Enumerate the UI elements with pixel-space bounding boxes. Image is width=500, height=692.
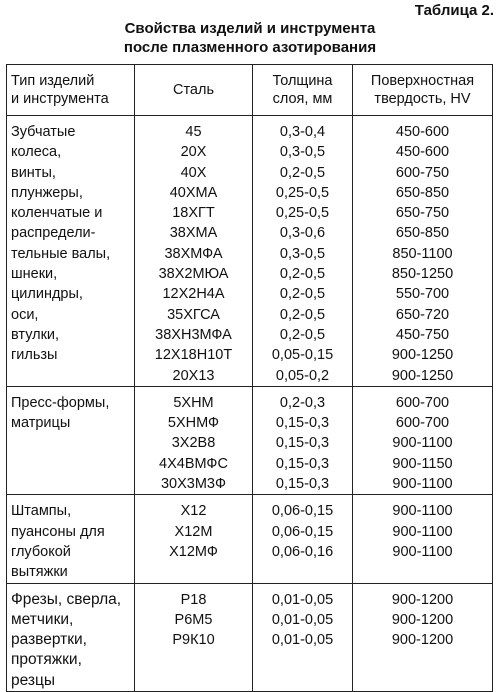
steel-value: 38Х2МЮА [158, 266, 229, 283]
product-line: протяжки, [11, 651, 82, 669]
cell-product [7, 116, 135, 387]
header-product [7, 65, 135, 116]
steel-value: Х12 [180, 503, 207, 520]
steel-value: Р18 [180, 591, 207, 608]
hardness-value: 600-750 [395, 164, 450, 181]
product-line: колеса, [11, 144, 62, 161]
hardness-value: 900-1200 [391, 591, 454, 608]
hardness-value: 850-1250 [391, 266, 454, 283]
thickness-value: 0,15-0,3 [275, 435, 330, 452]
product-line: Фрезы, сверла, [11, 590, 122, 608]
hardness-value: 650-850 [395, 184, 450, 201]
steel-value: Х12МФ [169, 543, 218, 560]
steel-value: 40ХМА [169, 184, 218, 201]
cell-product [7, 495, 135, 583]
cell-hardness [353, 116, 493, 387]
cell-thickness [253, 386, 353, 494]
product-line: цилиндры, [11, 286, 83, 303]
hardness-value: 650-850 [395, 225, 450, 242]
steel-value: 20Х13 [172, 367, 215, 384]
hardness-value: 850-1100 [392, 245, 453, 262]
thickness-value: 0,25-0,5 [275, 205, 330, 222]
steel-value: 35ХГСА [167, 306, 220, 323]
product-line: вытяжки [11, 564, 68, 581]
thickness-value: 0,06-0,15 [271, 523, 334, 540]
steel-value: Х12М [174, 523, 213, 540]
thickness-value: 0,3-0,5 [279, 144, 326, 161]
steel-value: 5ХНМ [173, 394, 214, 411]
hardness-value: 450-750 [395, 326, 450, 343]
title-line-2: после плазменного азотирования [123, 39, 377, 56]
steel-value: 5ХНМФ [167, 415, 220, 432]
steel-value: Р6М5 [174, 611, 213, 628]
steel-value: 45 [185, 124, 202, 140]
table-label: Таблица 2. [414, 2, 494, 19]
header-steel-line: Сталь [172, 82, 215, 98]
thickness-value: 0,05-0,15 [271, 347, 334, 364]
hardness-value: 900-1100 [392, 476, 453, 493]
product-line: Зубчатые [11, 124, 76, 140]
hardness-value: 900-1200 [391, 632, 454, 649]
product-line: тельные валы, [11, 245, 111, 262]
steel-value: 38ХМФА [164, 245, 223, 262]
header-hardness [353, 65, 493, 116]
cell-steel [135, 386, 253, 494]
thickness-value: 0,06-0,16 [271, 543, 334, 560]
hardness-value: 900-1200 [391, 611, 454, 628]
thickness-value: 0,25-0,5 [275, 184, 330, 201]
group-row [7, 583, 493, 691]
hardness-value: 900-1100 [392, 503, 453, 520]
hardness-value: 900-1250 [391, 347, 454, 364]
thickness-value: 0,2-0,5 [279, 266, 326, 283]
properties-table [6, 64, 493, 692]
steel-value: 38ХМА [169, 225, 218, 242]
header-product-line: Тип изделий [11, 73, 95, 89]
cell-steel [135, 116, 253, 387]
header-steel [135, 65, 253, 116]
cell-thickness [253, 116, 353, 387]
steel-value: 18ХГТ [172, 205, 215, 222]
group-row [7, 386, 493, 494]
cell-hardness [353, 386, 493, 494]
hardness-value: 650-720 [395, 306, 450, 323]
steel-value: 3Х2В8 [171, 435, 216, 452]
cell-thickness [253, 495, 353, 583]
product-line: распредели- [11, 225, 96, 242]
steel-value: 30Х3М3Ф [160, 476, 227, 493]
thickness-value: 0,2-0,5 [279, 326, 326, 343]
thickness-value: 0,15-0,3 [275, 415, 330, 432]
table-title [0, 19, 500, 57]
steel-value: 4Х4ВМФС [159, 455, 228, 472]
thickness-value: 0,2-0,5 [279, 286, 326, 303]
cell-steel [135, 495, 253, 583]
product-line: коленчатые и [11, 205, 103, 222]
group-row [7, 116, 493, 387]
thickness-value: 0,3-0,4 [279, 124, 326, 140]
steel-value: 38ХН3МФА [155, 326, 232, 343]
header-hardness-line: Поверхностная [370, 73, 475, 89]
header-thickness-line: слоя, мм [272, 91, 333, 107]
hardness-value: 650-750 [395, 205, 450, 222]
thickness-value: 0,01-0,05 [271, 611, 334, 628]
thickness-value: 0,15-0,3 [275, 455, 330, 472]
hardness-value: 600-700 [395, 415, 450, 432]
steel-value: 40Х [180, 164, 207, 181]
product-line: глубокой [11, 543, 71, 560]
cell-hardness [353, 495, 493, 583]
steel-value: Р9К10 [172, 632, 215, 649]
cell-product [7, 583, 135, 691]
steel-value: 20Х [180, 144, 207, 161]
product-line: развертки, [11, 631, 87, 649]
header-thickness-line: Толщина [272, 73, 333, 89]
hardness-value: 450-600 [395, 124, 450, 140]
steel-value: 12Х2Н4А [162, 286, 225, 303]
product-line: плунжеры, [11, 184, 83, 201]
product-line: резцы [11, 671, 56, 689]
thickness-value: 0,2-0,5 [279, 306, 326, 323]
thickness-value: 0,2-0,3 [279, 394, 326, 411]
product-line: Штампы, [11, 503, 72, 520]
product-line: шнеки, [11, 266, 58, 283]
hardness-value: 900-1100 [392, 543, 453, 560]
product-line: метчики, [11, 610, 74, 628]
thickness-value: 0,15-0,3 [275, 476, 330, 493]
hardness-value: 550-700 [395, 286, 450, 303]
thickness-value: 0,05-0,2 [275, 367, 330, 384]
cell-hardness [353, 583, 493, 691]
header-hardness-line: твердость, HV [374, 91, 471, 107]
thickness-value: 0,2-0,5 [279, 164, 326, 181]
hardness-value: 900-1100 [392, 435, 453, 452]
thickness-value: 0,3-0,6 [279, 225, 326, 242]
cell-thickness [253, 583, 353, 691]
hardness-value: 900-1100 [392, 523, 453, 540]
cell-steel [135, 583, 253, 691]
thickness-value: 0,01-0,05 [271, 632, 334, 649]
thickness-value: 0,3-0,5 [279, 245, 326, 262]
product-line: матрицы [11, 415, 71, 432]
product-line: пуансоны для [11, 523, 105, 540]
cell-product [7, 386, 135, 494]
hardness-value: 450-600 [395, 144, 450, 161]
product-line: гильзы [11, 347, 58, 364]
hardness-value: 600-700 [395, 394, 450, 411]
group-row [7, 495, 493, 583]
product-line: Пресс-формы, [11, 394, 110, 411]
header-product-line: и инструмента [11, 91, 109, 107]
hardness-value: 900-1150 [392, 455, 453, 472]
thickness-value: 0,01-0,05 [271, 591, 334, 608]
steel-value: 12Х18Н10Т [154, 347, 233, 364]
header-row [7, 65, 493, 116]
hardness-value: 900-1250 [391, 367, 454, 384]
product-line: винты, [11, 164, 56, 181]
header-thickness [253, 65, 353, 116]
product-line: оси, [11, 306, 39, 323]
product-line: втулки, [11, 326, 60, 343]
thickness-value: 0,06-0,15 [271, 503, 334, 520]
title-line-1: Свойства изделий и инструмента [124, 20, 376, 37]
